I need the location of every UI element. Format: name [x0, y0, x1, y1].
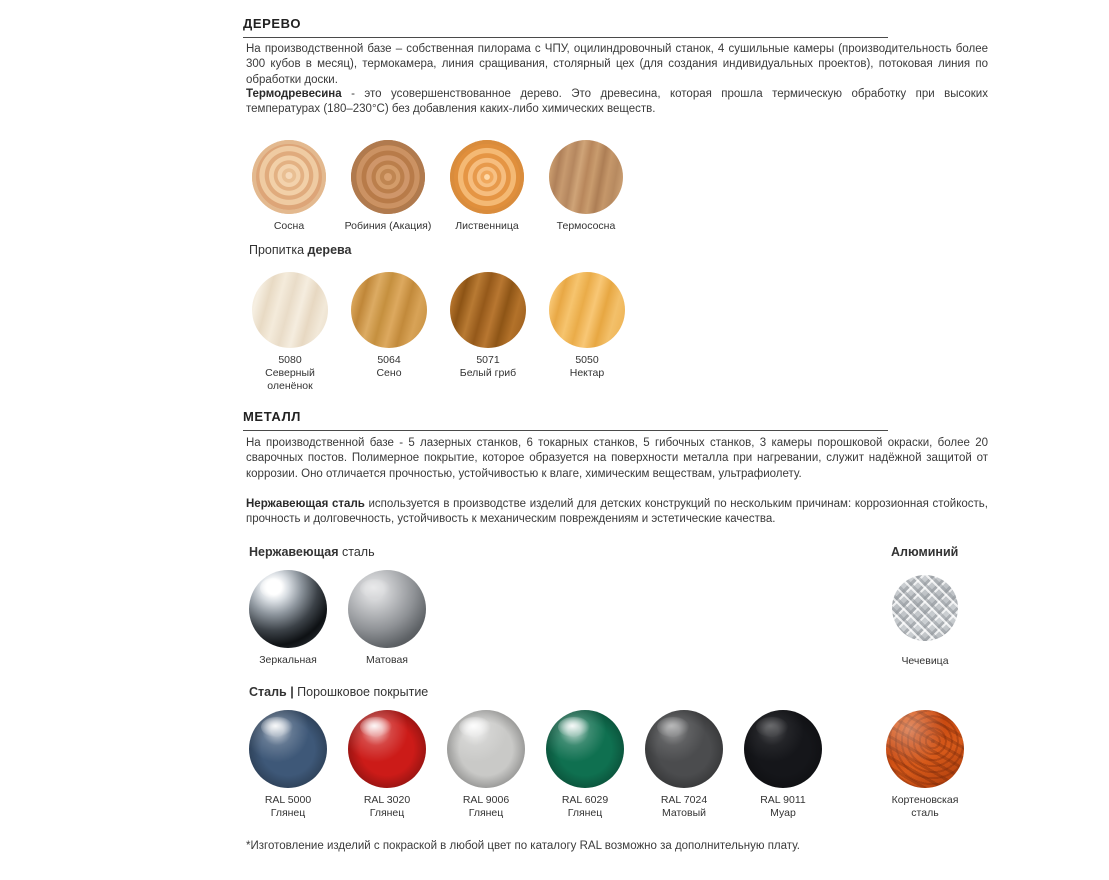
divider-metal [243, 430, 888, 431]
metal-paragraph-1: На производственной базе - 5 лазерных станков, 6 токарных станков, 5 гибочных станков, 3 камеры порошковой окраски, более 20 сварочных постов. Полимерное покрытие, которое образуется на поверхности металла при нагревании, служит надёжной защитой от коррозии. Оно отличается прочностью, устойчивостью к влаге, химическим веществам, ультрафиолету. [246, 437, 988, 480]
swatch-code: RAL 7024 [660, 794, 708, 806]
swatch-code: 5050 [575, 354, 599, 366]
swatch-aluminium-chechevica[interactable] [865, 575, 985, 668]
group-label-powder [249, 685, 428, 699]
wood-paragraph-2-bold: Термодревесина [246, 88, 342, 100]
powder-sphere-icon [645, 710, 723, 788]
swatch-finish: Глянец [369, 807, 405, 819]
swatch-label: Нектар [569, 367, 605, 379]
swatch-code: RAL 3020 [363, 794, 411, 806]
swatch-ral-9011[interactable] [723, 710, 843, 820]
section-header-metal [243, 409, 899, 428]
wood-paragraph-1: На производственной базе – собственная пилорама с ЧПУ, оцилиндровочный станок, 4 сушильные камеры (производительность более 300 кубов в месяц), термокамера, линия сращивания, столярный цех (для создания индивидуальных проектов), потоковая линия по обработки доски. [246, 43, 988, 86]
swatch-caption [865, 794, 985, 820]
swatch-finish: Матовый [662, 807, 706, 819]
swatch-stainless-matte[interactable] [327, 570, 447, 667]
footnote: *Изготовление изделий с покраской в любой цвет по каталогу RAL возможно за дополнительную плату. [246, 840, 800, 852]
wood-slice-icon [549, 140, 623, 214]
swatch-finish: Муар [770, 807, 796, 819]
swatch-code: RAL 6029 [561, 794, 609, 806]
swatch-label: Сено [376, 367, 402, 379]
powder-sphere-icon [447, 710, 525, 788]
metal-sphere-icon [249, 570, 327, 648]
swatch-code: 5080 [278, 354, 302, 366]
wood-slice-icon [351, 140, 425, 214]
swatch-label: Термососна [556, 220, 616, 232]
swatch-label: Зеркальная [259, 654, 317, 666]
powder-sphere-icon [546, 710, 624, 788]
group-label-bold: Нержавеющая [249, 545, 342, 559]
swatch-code: RAL 9011 [760, 794, 806, 806]
powder-sphere-icon [348, 710, 426, 788]
swatch-finish: Глянец [270, 807, 306, 819]
wood-paragraph-2 [246, 87, 988, 118]
swatch-code: 5071 [476, 354, 500, 366]
group-label-text: Порошковое покрытие [297, 685, 429, 699]
stain-disc-icon [549, 272, 625, 348]
swatch-finish: Глянец [567, 807, 603, 819]
swatch-code: 5064 [377, 354, 401, 366]
section-header-wood [243, 16, 899, 35]
wood-slice-icon [450, 140, 524, 214]
stain-disc-icon [252, 272, 328, 348]
metal-paragraph-2-bold: Нержавеющая сталь [246, 498, 365, 510]
group-label-text: Пропитка [249, 243, 308, 257]
swatch-finish: Глянец [468, 807, 504, 819]
corten-sphere-icon [886, 710, 964, 788]
swatch-label: Кортеновская [891, 794, 959, 806]
metal-paragraph-2 [246, 497, 988, 528]
swatch-label-2: оленёнок [267, 380, 313, 392]
divider-wood [243, 37, 888, 38]
swatch-label-2: сталь [911, 807, 939, 819]
metal-paragraph-2-text: используется в производстве изделий для детских конструкций по нескольким причинам: коррозионная стойкость, прочность и долговечность, устойчивость к механическим повреждениям и эстетические качества. [246, 498, 988, 526]
section-title-wood: ДЕРЕВО [243, 16, 302, 31]
swatch-code: RAL 9006 [462, 794, 510, 806]
powder-sphere-icon [249, 710, 327, 788]
swatch-caption [327, 654, 447, 667]
group-label-wood-stain [249, 243, 352, 257]
group-label-bold: Сталь | [249, 685, 298, 699]
group-label-stainless [249, 545, 375, 559]
swatch-caption [865, 655, 985, 668]
swatch-label: Чечевица [901, 655, 949, 667]
swatch-label: Сосна [273, 220, 305, 232]
wood-paragraph-2-text: - это усовершенствованное дерево. Это древесина, которая прошла термическую обработку при высоких температурах (180–230°С) без добавления каких-либо химических веществ. [246, 88, 988, 116]
swatch-label: Северный [265, 367, 315, 379]
wood-slice-icon [252, 140, 326, 214]
swatch-corten-steel[interactable] [865, 710, 985, 820]
swatch-wood-termososna[interactable] [526, 140, 646, 233]
swatch-label: Матовая [366, 654, 408, 666]
swatch-label: Робиния (Акация) [344, 220, 432, 232]
group-label-text: Алюминий [891, 545, 959, 559]
swatch-caption [723, 794, 843, 820]
swatch-caption [527, 354, 647, 380]
swatch-label: Лиственница [455, 220, 519, 232]
group-label-aluminium [891, 545, 958, 559]
swatch-caption [526, 220, 646, 233]
powder-sphere-icon [744, 710, 822, 788]
stain-disc-icon [450, 272, 526, 348]
swatch-code: RAL 5000 [264, 794, 312, 806]
group-label-bold: дерева [307, 243, 352, 257]
group-label-text: сталь [341, 545, 375, 559]
swatch-stain-5050[interactable] [527, 272, 647, 380]
stain-disc-icon [351, 272, 427, 348]
aluminium-plate-icon [892, 575, 958, 641]
metal-sphere-icon [348, 570, 426, 648]
section-title-metal: МЕТАЛЛ [243, 409, 302, 424]
swatch-label: Белый гриб [459, 367, 517, 379]
